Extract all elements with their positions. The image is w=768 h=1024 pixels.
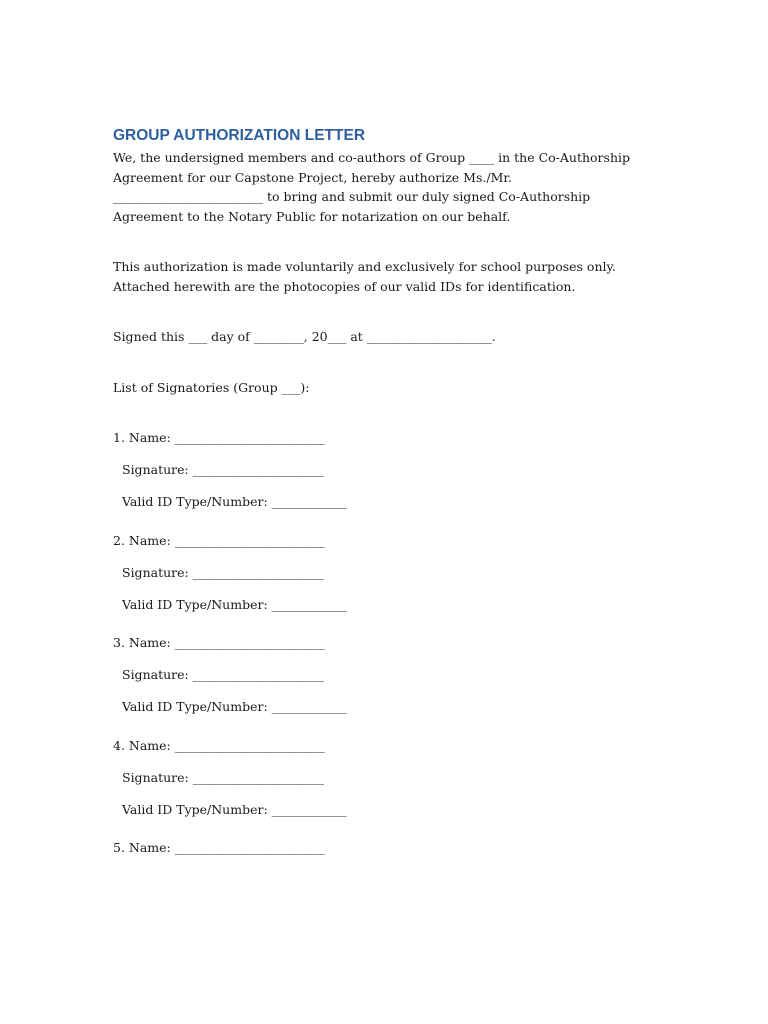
- signatories-heading: List of Signatories (Group ___):: [113, 379, 310, 395]
- signatory-name-line: 4. Name: ________________________: [113, 737, 325, 753]
- letter-body: [113, 125, 653, 858]
- signatory-signature-line: Signature: _____________________: [122, 667, 324, 682]
- signatory-block: [113, 633, 653, 717]
- signatory-id-line: Valid ID Type/Number: ____________: [122, 494, 347, 509]
- signatory-block: [113, 736, 653, 820]
- signatory-signature-line: Signature: _____________________: [122, 564, 324, 580]
- signatory-signature-line: Signature: _____________________: [122, 769, 324, 785]
- signatory-name-line: 3. Name: ________________________: [113, 635, 325, 650]
- signatory-name-line: 1. Name: ________________________: [113, 430, 325, 445]
- signatory-block: [113, 428, 653, 512]
- signatory-id-line: Valid ID Type/Number: ____________: [122, 699, 347, 714]
- signatory-name-line: 5. Name: ________________________: [113, 840, 325, 855]
- purpose-paragraph: This authorization is made voluntarily and exclusively for school purposes only. Attached herewith are the photocopies of our valid IDs for identification.: [113, 259, 616, 294]
- signatory-name-line: 2. Name: ________________________: [113, 532, 325, 548]
- signatory-block: [113, 531, 653, 615]
- letter-title: GROUP AUTHORIZATION LETTER: [113, 127, 366, 144]
- signatory-id-line: Valid ID Type/Number: ____________: [122, 801, 347, 817]
- signatory-block: [113, 838, 653, 858]
- signatory-id-line: Valid ID Type/Number: ____________: [122, 596, 347, 612]
- signed-date-line: Signed this ___ day of ________, 20___ at ____________________.: [113, 329, 496, 344]
- authorization-paragraph: We, the undersigned members and co-authors of Group ____ in the Co-Authorship Agreement for our Capstone Project, hereby authorize Ms./Mr. ________________________ to bring and submit our duly signed Co-Authorship Agreement to the Notary Public for notarization on our behalf.: [113, 150, 630, 224]
- signatory-signature-line: Signature: _____________________: [122, 462, 324, 477]
- signatories-list: [113, 428, 653, 858]
